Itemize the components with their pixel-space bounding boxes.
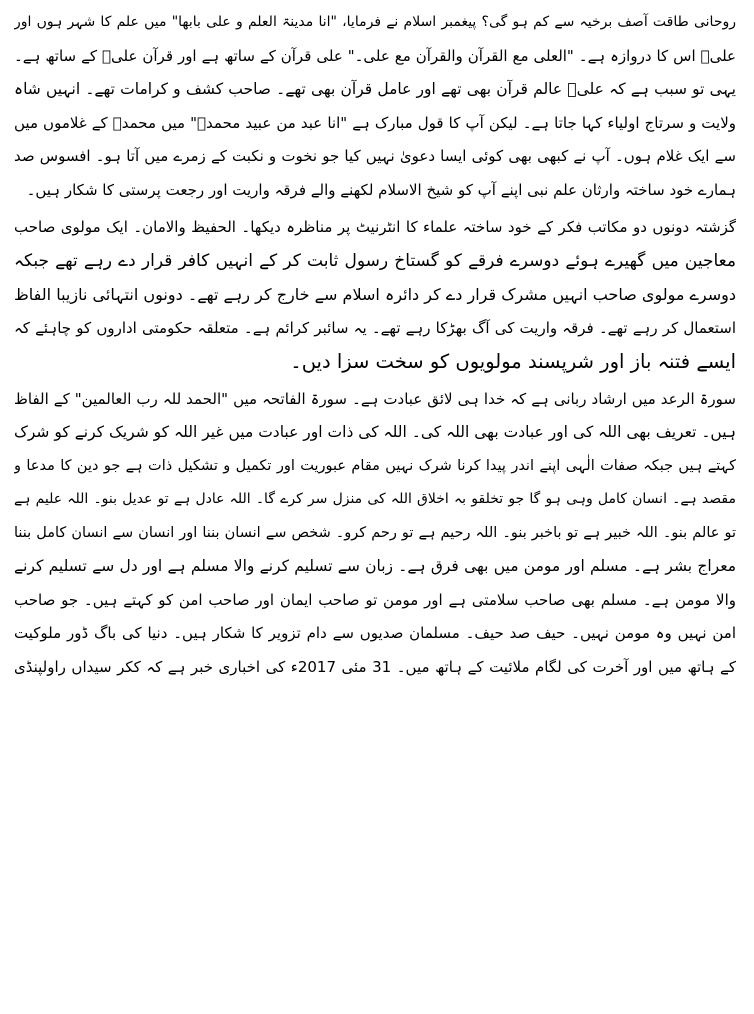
text-line: والا مومن ہے۔ مسلم بھی صاحب سلامتی ہے اور مومن تو صاحب ایمان اور صاحب امن کو کہتے ہیں۔ جو صاحب (14, 590, 736, 609)
text-line: مقصد ہے۔ انسان کامل وہی ہو گا جو تخلقو بہ اخلاق اللہ کی منزل سر کرے گا۔ اللہ عادل ہے تو عدیل بنو۔ اللہ علیم ہے (14, 491, 736, 507)
text-line: ہیں۔ تعریف بھی اللہ کی اور عبادت بھی اللہ کی۔ اللہ کی ذات اور عبادت میں غیر اللہ کو شریک کرنے کو شرک (14, 423, 736, 441)
text-line: استعمال کر رہے تھے۔ فرقہ واریت کی آگ بھڑکا رہے تھے۔ یہ سائبر کرائم ہے۔ متعلقہ حکومتی اداروں کو چاہئے کہ (14, 318, 736, 337)
text-line: روحانی طاقت آصف برخیہ سے کم ہو گی؟ پیغمبر اسلام نے فرمایا، "انا مدینۃ العلم و علی بابھا" میں علم کا شہر ہوں اور (14, 14, 736, 30)
paragraph-1 (14, 6, 736, 207)
urdu-article-page (14, 6, 736, 684)
text-line: سورۃ الرعد میں ارشاد ربانی ہے کہ خدا ہی لائق عبادت ہے۔ سورۃ الفاتحہ میں "الحمد للہ رب العالمین" کے الفاظ (14, 389, 736, 408)
text-line: کے ہاتھ میں اور آخرت کی لگام ملائیت کے ہاتھ میں۔ 31 مئی 2017ء کی اخباری خبر ہے کہ ککر سیداں راولپنڈی (14, 657, 736, 676)
text-line: ایسے فتنہ باز اور شرپسند مولویوں کو سخت سزا دیں۔ (290, 350, 736, 373)
text-line: کہتے ہیں جبکہ صفات الٰہی اپنے اندر پیدا کرنا شرک نہیں مقام عبوریت اور تکمیل و تشکیل ذات ہے جو دین کا مدعا و (14, 457, 736, 474)
text-line: سے ایک غلام ہوں۔ آپ نے کبھی بھی کوئی ایسا دعویٰ نہیں کیا جو نخوت و نکبت کے زمرے میں آتا ہو۔ افسوس صد (14, 147, 736, 165)
text-line: ولایت و سرتاج اولیاء کہا جاتا ہے۔ لیکن آپ کا قول مبارک ہے "انا عبد من عبید محمدؐ" میں محمدؐ کے غلاموں میں (14, 113, 736, 132)
text-line: گزشتہ دونوں دو مکاتب فکر کے خود ساختہ علماء کا انٹرنیٹ پر مناظرہ دیکھا۔ الحفیظ والامان۔ ایک مولوی صاحب (14, 218, 736, 236)
paragraph-3 (14, 383, 736, 685)
text-line: تو عالم بنو۔ اللہ خبیر ہے تو باخبر بنو۔ اللہ رحیم ہے تو رحم کرو۔ شخص سے انسان بننا اور انسان سے انسان کامل بننا (14, 524, 736, 541)
text-line: معاجین میں گھیرے ہوئے دوسرے فرقے کو گستاخ رسول ثابت کر کے انہیں کافر قرار دے رہے تھے جبکہ (14, 250, 736, 271)
paragraph-2 (14, 211, 736, 379)
text-line: امن نہیں وہ مومن نہیں۔ حیف صد حیف۔ مسلمان صدیوں سے دام تزویر کا شکار ہیں۔ دنیا کی باگ ڈور ملوکیت (14, 624, 736, 642)
text-line: ہمارے خود ساختہ وارثان علم نبی اپنے آپ کو شیخ الاسلام لکھنے والے فرقہ واریت اور رجعت پرستی کا شکار ہیں۔ (26, 180, 736, 199)
text-line: دوسرے مولوی صاحب انہیں مشرک قرار دے کر دائرہ اسلام سے خارج کر رہے تھے۔ دونوں انتہائی نازیبا الفاظ (14, 285, 736, 304)
text-line: یہی تو سبب ہے کہ علیؑ عالم قرآن بھی تھے اور عامل قرآن بھی تھے۔ صاحب کشف و کرامات تھے۔ انہیں شاہ (14, 80, 736, 98)
text-line: معراج بشر ہے۔ مسلم اور مومن میں بھی فرق ہے۔ زبان سے تسلیم کرنے والا مسلم ہے اور دل سے تسلیم کرنے (14, 557, 736, 575)
text-line: علیؑ اس کا دروازہ ہے۔ "العلی مع القرآن والقرآن مع علی۔" علی قرآن کے ساتھ ہے اور قرآن علیؑ کے ساتھ ہے۔ (14, 46, 736, 65)
